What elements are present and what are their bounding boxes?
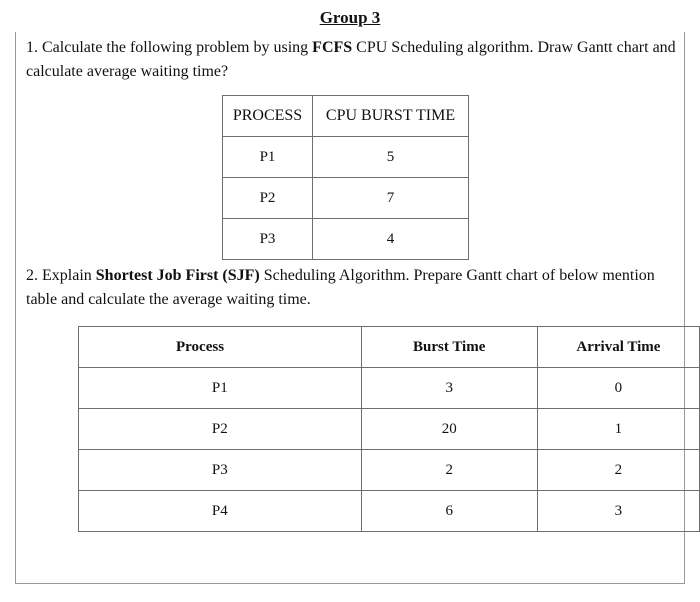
cell-burst: 5 <box>313 137 469 178</box>
cell-process: P4 <box>79 491 362 532</box>
header-process: PROCESS <box>223 96 313 137</box>
table-row <box>223 137 469 178</box>
question-2-intro: 2. Explain <box>26 267 96 284</box>
cell-process: P1 <box>223 137 313 178</box>
table-row <box>79 450 700 491</box>
page-title: Group 3 <box>319 8 381 27</box>
question-1 <box>26 36 676 84</box>
cell-burst: 7 <box>313 178 469 219</box>
cell-process: P3 <box>223 219 313 260</box>
cell-burst: 20 <box>361 409 537 450</box>
table-row <box>79 491 700 532</box>
question-1-bold: FCFS <box>312 39 353 56</box>
question-1-intro: 1. Calculate the following problem by using <box>26 39 313 56</box>
sjf-table <box>78 326 700 532</box>
table-row <box>223 219 469 260</box>
cell-arrival: 0 <box>537 368 699 409</box>
header-arrival-time: Arrival Time <box>537 327 699 368</box>
question-2-rest: Scheduling Algorithm. Prepare Gantt chart of below mention table and calculate the average waiting time. <box>26 267 655 308</box>
cell-process: P2 <box>79 409 362 450</box>
question-1-rest: CPU Scheduling algorithm. Draw Gantt chart and calculate average waiting time? <box>26 39 676 80</box>
cell-burst: 2 <box>361 450 537 491</box>
cell-process: P2 <box>223 178 313 219</box>
cell-burst: 6 <box>361 491 537 532</box>
table-row <box>79 368 700 409</box>
cell-process: P3 <box>79 450 362 491</box>
table-row <box>79 409 700 450</box>
header-process: Process <box>79 327 362 368</box>
header-burst-time: Burst Time <box>361 327 537 368</box>
cell-burst: 4 <box>313 219 469 260</box>
question-2 <box>26 264 676 312</box>
table-header-row <box>223 96 469 137</box>
table-row <box>223 178 469 219</box>
question-2-bold: Shortest Job First (SJF) <box>95 267 260 284</box>
fcfs-table <box>222 95 469 260</box>
cell-burst: 3 <box>361 368 537 409</box>
cell-arrival: 3 <box>537 491 699 532</box>
cell-process: P1 <box>79 368 362 409</box>
header-cpu-burst-time: CPU BURST TIME <box>313 96 469 137</box>
cell-arrival: 1 <box>537 409 699 450</box>
table-header-row <box>79 327 700 368</box>
cell-arrival: 2 <box>537 450 699 491</box>
